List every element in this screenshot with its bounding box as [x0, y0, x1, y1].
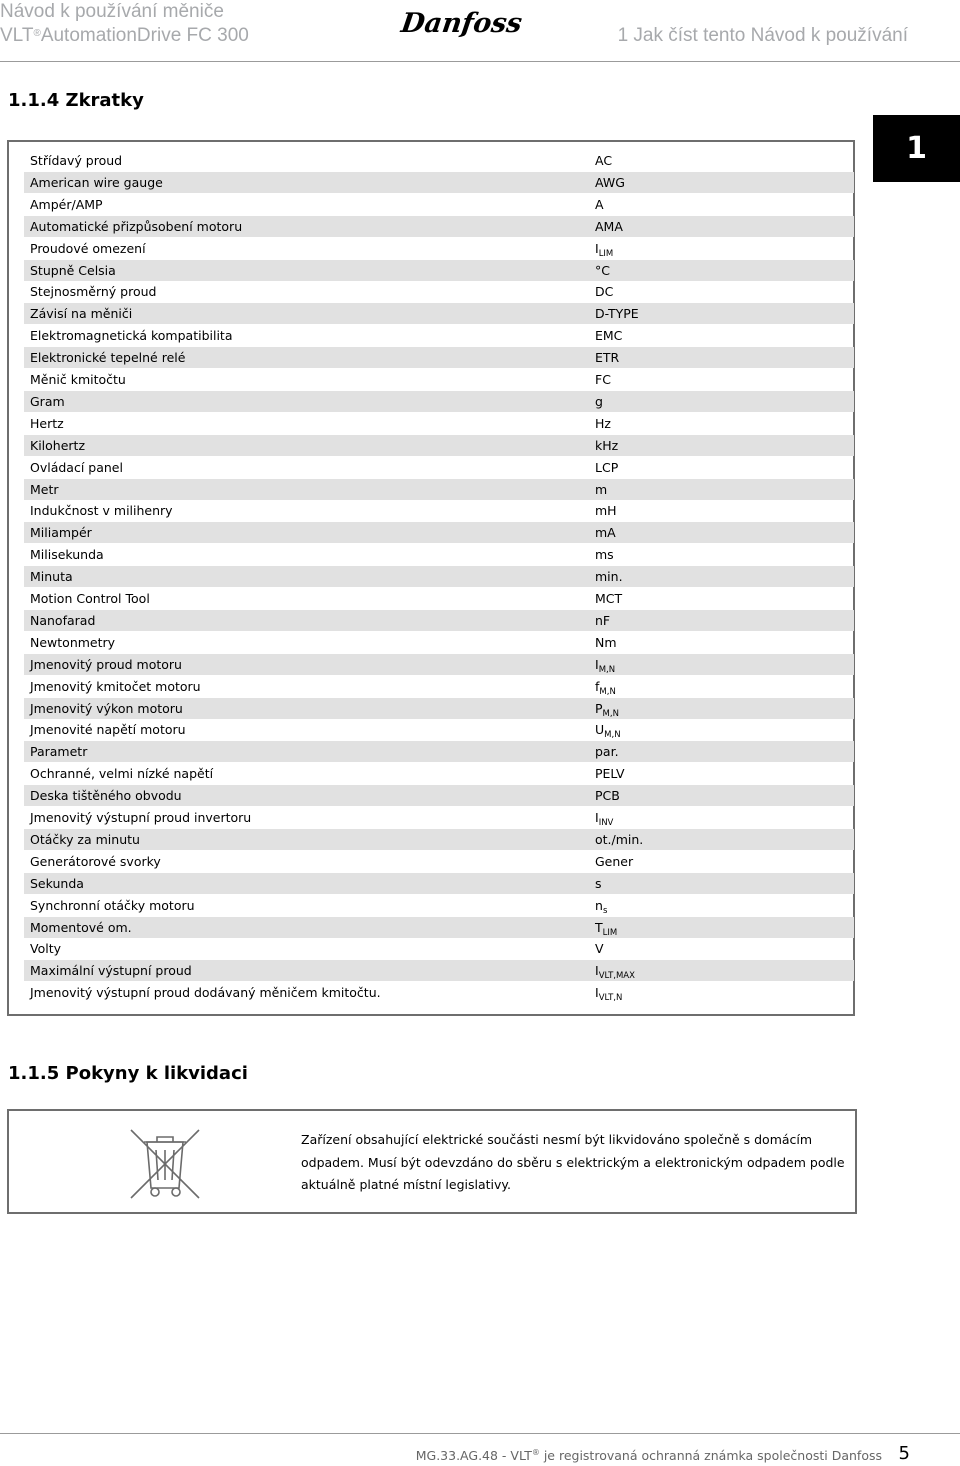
- abbreviation-symbol: [595, 500, 617, 521]
- abbreviation-symbol: [595, 194, 604, 215]
- abbreviation-main: I: [595, 656, 599, 672]
- abbreviation-main: LCP: [595, 459, 619, 475]
- abbreviation-row: [24, 391, 854, 412]
- abbreviation-symbol: [595, 917, 617, 941]
- abbreviation-symbol: [595, 281, 613, 302]
- abbreviation-main: I: [595, 985, 599, 1001]
- abbreviation-term: Hertz: [30, 415, 64, 431]
- abbreviation-row: [24, 194, 854, 215]
- abbreviation-main: ETR: [595, 350, 620, 366]
- abbreviation-term: Jmenovitý kmitočet motoru: [30, 678, 201, 694]
- abbreviation-main: U: [595, 722, 605, 738]
- abbreviation-term: Newtonmetry: [30, 634, 116, 650]
- abbreviation-symbol: [595, 150, 612, 171]
- abbreviation-term: Ovládací panel: [30, 459, 123, 475]
- abbreviation-main: n: [595, 897, 603, 913]
- abbreviation-term: Střídavý proud: [30, 153, 123, 168]
- abbreviation-main: I: [595, 963, 599, 979]
- abbreviation-main: A: [595, 196, 604, 212]
- abbreviation-row: [24, 150, 854, 171]
- abbreviation-row: [24, 216, 854, 237]
- abbreviation-symbol: [595, 566, 623, 587]
- abbreviation-term: Synchronní otáčky motoru: [30, 897, 195, 913]
- abbreviation-row: [24, 873, 854, 894]
- abbreviation-symbol: [595, 610, 610, 631]
- abbreviation-term: Metr: [30, 481, 59, 497]
- abbreviation-symbol: [595, 588, 622, 609]
- abbreviation-term: Elektronické tepelné relé: [30, 350, 186, 366]
- abbreviation-term: Měnič kmitočtu: [30, 372, 126, 387]
- abbreviation-main: mA: [595, 525, 616, 541]
- page-number: 5: [898, 1443, 910, 1464]
- abbreviation-main: °C: [595, 262, 610, 278]
- abbreviation-row: [24, 566, 854, 587]
- abbreviation-term: Kilohertz: [30, 437, 86, 453]
- abbreviation-row: [24, 698, 854, 719]
- footer-registered-mark: ®: [531, 1448, 540, 1457]
- abbreviation-term: Automatické přizpůsobení motoru: [30, 218, 243, 234]
- abbreviation-main: I: [595, 240, 599, 256]
- abbreviation-row: [24, 917, 854, 938]
- abbreviation-symbol: [595, 785, 620, 806]
- abbreviation-main: mH: [595, 503, 617, 519]
- abbreviation-term: Závisí na měniči: [30, 306, 133, 322]
- abbreviation-row: [24, 938, 854, 959]
- abbreviation-main: Nm: [595, 634, 617, 650]
- abbreviation-term: Motion Control Tool: [30, 591, 150, 606]
- abbreviation-main: m: [595, 481, 608, 497]
- abbreviation-term: Proudové omezení: [30, 240, 146, 256]
- abbreviation-symbol: [595, 325, 622, 346]
- abbreviation-main: PCB: [595, 788, 620, 804]
- abbreviation-term: Jmenovitý výkon motoru: [30, 700, 183, 716]
- section-title-disposal: 1.1.5 Pokyny k likvidaci: [8, 1063, 248, 1084]
- abbreviation-row: [24, 610, 854, 631]
- abbreviation-row: [24, 982, 854, 1003]
- abbreviation-row: [24, 741, 854, 762]
- abbreviation-row: [24, 807, 854, 828]
- abbreviation-symbol: [595, 807, 613, 831]
- footer-trademark-text: je registrovaná ochranná známka společnosti Danfoss: [539, 1448, 882, 1464]
- chapter-tab: 1: [873, 115, 960, 182]
- abbreviation-term: Gram: [30, 393, 65, 409]
- abbreviation-symbol: [595, 413, 611, 434]
- abbreviation-term: Indukčnost v milihenry: [30, 503, 173, 519]
- abbreviation-symbol: [595, 654, 615, 678]
- logo-text: Danfoss: [399, 8, 524, 39]
- abbreviation-symbol: [595, 347, 619, 368]
- abbreviation-symbol: [595, 303, 639, 324]
- abbreviation-row: [24, 763, 854, 784]
- crossed-out-wheelie-bin-icon: [127, 1126, 203, 1202]
- abbreviation-term: Momentové om.: [30, 919, 132, 935]
- abbreviation-term: Miliampér: [30, 525, 92, 541]
- abbreviation-row: [24, 172, 854, 193]
- abbreviation-symbol: [595, 741, 619, 762]
- abbreviation-main: f: [595, 678, 600, 694]
- danfoss-logo: [399, 4, 524, 44]
- product-name: AutomationDrive FC 300: [40, 25, 249, 46]
- abbreviation-main: EMC: [595, 328, 623, 344]
- abbreviation-symbol: [595, 457, 618, 478]
- abbreviation-subscript: M,N: [604, 730, 621, 741]
- abbreviation-main: V: [595, 941, 604, 957]
- abbreviation-symbol: [595, 938, 604, 959]
- abbreviation-symbol: [595, 216, 623, 237]
- product-brand: VLT: [0, 25, 34, 46]
- abbreviation-symbol: [595, 435, 618, 456]
- abbreviation-term: Sekunda: [30, 875, 84, 891]
- abbreviation-row: [24, 435, 854, 456]
- abbreviation-term: Parametr: [30, 744, 88, 760]
- abbreviation-row: [24, 676, 854, 697]
- abbreviation-main: kHz: [595, 437, 619, 453]
- abbreviation-symbol: [595, 829, 643, 850]
- disposal-box: [7, 1109, 857, 1214]
- abbreviation-row: [24, 500, 854, 521]
- abbreviation-subscript: VLT,MAX: [598, 971, 635, 982]
- document-title-line1: Návod k používání měniče: [0, 1, 224, 22]
- abbreviation-term: Jmenovitý výstupní proud dodávaný měničem kmitočtu.: [30, 985, 381, 1001]
- abbreviation-term: Ochranné, velmi nízké napětí: [30, 766, 214, 782]
- abbreviation-term: Stupně Celsia: [30, 262, 116, 278]
- abbreviation-main: ms: [595, 547, 614, 563]
- abbreviation-symbol: [595, 982, 622, 1006]
- abbreviation-symbol: [595, 851, 633, 872]
- abbreviation-main: par.: [595, 744, 619, 760]
- abbreviation-row: [24, 632, 854, 653]
- abbreviation-subscript: s: [602, 905, 608, 916]
- abbreviation-symbol: [595, 479, 607, 500]
- abbreviation-row: [24, 851, 854, 872]
- abbreviation-subscript: M,N: [599, 686, 616, 697]
- abbreviation-term: Otáčky za minutu: [30, 831, 140, 847]
- abbreviation-row: [24, 588, 854, 609]
- abbreviation-symbol: [595, 873, 602, 894]
- abbreviation-row: [24, 785, 854, 806]
- section-title-abbreviations: 1.1.4 Zkratky: [8, 90, 144, 111]
- abbreviation-symbol: [595, 719, 621, 743]
- abbreviation-main: s: [595, 875, 602, 891]
- abbreviation-main: AMA: [595, 218, 623, 234]
- abbreviation-subscript: VLT,N: [598, 993, 623, 1004]
- abbreviation-row: [24, 347, 854, 368]
- abbreviation-main: Hz: [595, 415, 611, 431]
- abbreviation-symbol: [595, 238, 613, 262]
- abbreviation-term: Milisekunda: [30, 547, 104, 563]
- abbreviation-main: T: [595, 919, 603, 935]
- abbreviation-subscript: LIM: [602, 927, 618, 938]
- abbreviation-main: nF: [595, 612, 611, 628]
- footer-rule: [0, 1433, 960, 1434]
- footer-doc-code: MG.33.AG.48 - VLT: [415, 1448, 532, 1464]
- abbreviation-row: [24, 413, 854, 434]
- abbreviation-subscript: M,N: [598, 664, 616, 675]
- document-title: [0, 0, 249, 48]
- abbreviation-symbol: [595, 260, 610, 281]
- abbreviation-row: [24, 303, 854, 324]
- abbreviation-term: Elektromagnetická kompatibilita: [30, 328, 233, 344]
- abbreviation-term: Stejnosměrný proud: [30, 284, 157, 300]
- abbreviation-row: [24, 325, 854, 346]
- abbreviation-symbol: [595, 522, 616, 543]
- abbreviation-main: D-TYPE: [595, 306, 639, 322]
- abbreviation-term: Maximální výstupní proud: [30, 963, 192, 979]
- registered-mark: ®: [33, 28, 41, 39]
- abbreviation-row: [24, 238, 854, 259]
- abbreviation-main: Gener: [595, 853, 634, 869]
- abbreviation-term: Volty: [30, 941, 61, 957]
- abbreviation-main: min.: [595, 569, 623, 585]
- abbreviation-row: [24, 719, 854, 740]
- abbreviation-main: P: [595, 700, 603, 716]
- abbreviation-symbol: [595, 698, 619, 722]
- disposal-instructions: Zařízení obsahující elektrické součásti nesmí být likvidováno společně s domácím odpadem. Musí být odevzdáno do sběru s elektrickým a elektronickým odpadem podle aktuálně platné místní legislativy.: [301, 1132, 845, 1192]
- abbreviation-row: [24, 369, 854, 390]
- abbreviation-symbol: [595, 391, 603, 412]
- footer-trademark-note: [416, 1448, 882, 1463]
- abbreviation-main: I: [595, 810, 599, 825]
- abbreviation-main: ot./min.: [595, 831, 644, 847]
- abbreviation-term: American wire gauge: [30, 174, 163, 190]
- abbreviation-main: DC: [595, 284, 614, 300]
- document-title-line2: [0, 24, 249, 48]
- abbreviation-symbol: [595, 544, 614, 565]
- abbreviation-row: [24, 522, 854, 543]
- abbreviation-row: [24, 544, 854, 565]
- abbreviation-term: Jmenovitý proud motoru: [30, 656, 182, 672]
- chapter-heading: 1 Jak číst tento Návod k používání: [617, 25, 908, 46]
- abbreviation-symbol: [595, 895, 607, 919]
- abbreviation-main: PELV: [595, 766, 625, 782]
- abbreviation-subscript: INV: [598, 818, 614, 828]
- abbreviation-symbol: [595, 763, 625, 784]
- abbreviation-row: [24, 829, 854, 850]
- abbreviation-main: AWG: [595, 174, 625, 190]
- abbreviation-term: Generátorové svorky: [30, 853, 161, 869]
- abbreviation-row: [24, 654, 854, 675]
- header-rule: [0, 61, 960, 62]
- abbreviation-row: [24, 260, 854, 281]
- abbreviation-main: AC: [595, 153, 613, 168]
- abbreviation-row: [24, 960, 854, 981]
- abbreviation-subscript: LIM: [598, 248, 614, 259]
- abbreviation-main: MCT: [595, 591, 623, 606]
- abbreviations-table: [7, 140, 855, 1016]
- abbreviation-term: Jmenovitý výstupní proud invertoru: [30, 810, 252, 825]
- abbreviation-row: [24, 895, 854, 916]
- abbreviation-term: Ampér/AMP: [30, 196, 103, 212]
- abbreviation-symbol: [595, 676, 616, 700]
- abbreviation-main: FC: [595, 372, 611, 387]
- abbreviation-term: Nanofarad: [30, 612, 96, 628]
- abbreviation-term: Jmenovité napětí motoru: [30, 722, 186, 738]
- abbreviation-row: [24, 479, 854, 500]
- abbreviation-row: [24, 457, 854, 478]
- abbreviation-symbol: [595, 369, 611, 390]
- abbreviation-term: Minuta: [30, 569, 73, 585]
- abbreviation-symbol: [595, 632, 617, 653]
- abbreviation-row: [24, 281, 854, 302]
- abbreviation-main: g: [595, 393, 603, 409]
- abbreviation-subscript: M,N: [602, 708, 619, 719]
- abbreviation-symbol: [595, 960, 635, 984]
- abbreviation-symbol: [595, 172, 625, 193]
- abbreviation-term: Deska tištěného obvodu: [30, 788, 182, 804]
